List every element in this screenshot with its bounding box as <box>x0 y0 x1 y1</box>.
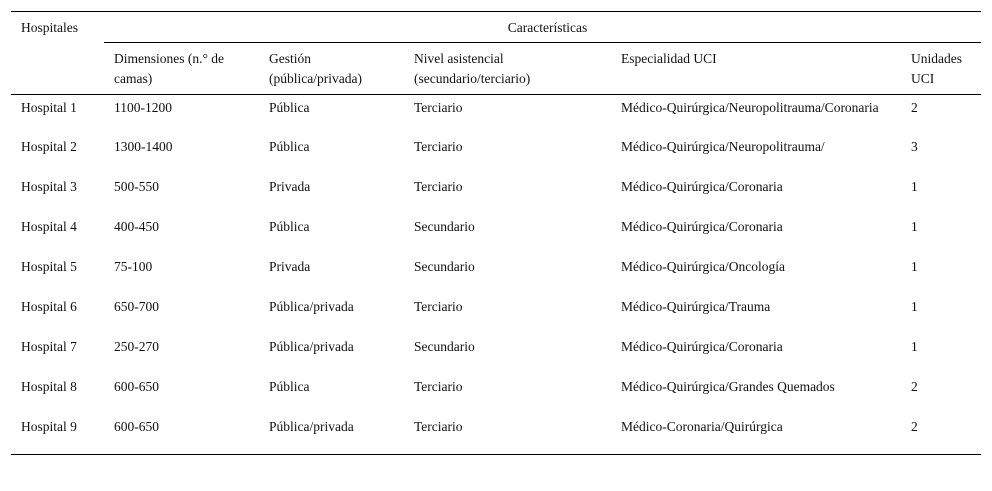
cell-hospital: Hospital 6 <box>21 298 77 314</box>
cell-nivel: Secundario <box>414 338 475 354</box>
cell-dimensiones: 600-650 <box>104 415 259 455</box>
cell-gestion: Pública <box>269 138 310 154</box>
cell-gestion: Pública/privada <box>259 415 404 455</box>
table-row <box>11 175 981 215</box>
cell-unidades: 2 <box>911 378 918 394</box>
cell-unidades: 3 <box>911 138 918 154</box>
cell-unidades: 1 <box>911 298 918 314</box>
cell-dimensiones: 250-270 <box>114 338 159 354</box>
header-unidades-uci: Unidades UCI <box>901 43 981 95</box>
cell-gestion: Pública <box>269 378 310 394</box>
cell-gestion: Pública/privada <box>269 298 354 314</box>
cell-dimensiones: 75-100 <box>114 258 153 274</box>
cell-dimensiones: 1300-1400 <box>114 138 173 154</box>
cell-especialidad: Médico-Quirúrgica/Trauma <box>621 298 771 314</box>
cell-unidades: 2 <box>911 100 918 115</box>
cell-hospital: Hospital 8 <box>21 378 77 394</box>
cell-especialidad: Médico-Quirúrgica/Coronaria <box>621 218 783 234</box>
table-row <box>11 135 981 175</box>
cell-hospital: Hospital 7 <box>21 338 77 354</box>
table-row <box>11 415 981 455</box>
table-row <box>11 335 981 375</box>
cell-hospital: Hospital 1 <box>21 100 77 115</box>
cell-unidades: 1 <box>911 258 918 274</box>
cell-nivel: Terciario <box>414 138 463 154</box>
cell-especialidad: Médico-Quirúrgica/Neuropolitrauma/ <box>621 138 825 154</box>
cell-nivel: Terciario <box>414 378 463 394</box>
cell-dimensiones: 1100-1200 <box>114 100 172 115</box>
table-row <box>11 375 981 415</box>
cell-dimensiones: 650-700 <box>114 298 159 314</box>
cell-nivel: Terciario <box>414 298 463 314</box>
cell-nivel: Terciario <box>414 178 463 194</box>
table-row <box>11 295 981 335</box>
cell-especialidad: Médico-Quirúrgica/Grandes Quemados <box>621 378 835 394</box>
cell-dimensiones: 400-450 <box>114 218 159 234</box>
cell-especialidad: Médico-Quirúrgica/Coronaria <box>621 178 783 194</box>
cell-hospital: Hospital 9 <box>11 415 104 455</box>
cell-unidades: 2 <box>901 415 981 455</box>
table-row <box>11 255 981 295</box>
cell-nivel: Terciario <box>414 100 463 115</box>
cell-hospital: Hospital 4 <box>21 218 77 234</box>
cell-nivel: Terciario <box>404 415 611 455</box>
cell-dimensiones: 500-550 <box>114 178 159 194</box>
header-nivel-asistencial: Nivel asistencial (secundario/terciario) <box>404 43 611 95</box>
cell-especialidad: Médico-Quirúrgica/Oncología <box>621 258 785 274</box>
header-row-group <box>11 12 981 43</box>
cell-especialidad: Médico-Quirúrgica/Coronaria <box>621 338 783 354</box>
table-row <box>11 215 981 255</box>
hospital-table-container <box>11 11 981 455</box>
header-dimensiones: Dimensiones (n.° de camas) <box>104 43 259 95</box>
cell-unidades: 1 <box>911 338 918 354</box>
hospital-characteristics-table <box>11 11 981 455</box>
table-body <box>11 95 981 455</box>
header-gestion: Gestión (pública/privada) <box>259 43 404 95</box>
cell-especialidad: Médico-Coronaria/Quirúrgica <box>611 415 901 455</box>
cell-especialidad: Médico-Quirúrgica/Neuropolitrauma/Coronaria <box>621 100 879 115</box>
header-caracteristicas: Características <box>104 12 981 43</box>
cell-hospital: Hospital 3 <box>21 178 77 194</box>
cell-unidades: 1 <box>911 218 918 234</box>
cell-nivel: Secundario <box>414 218 475 234</box>
cell-nivel: Secundario <box>414 258 475 274</box>
header-row-columns <box>11 43 981 95</box>
cell-hospital: Hospital 2 <box>21 138 77 154</box>
cell-gestion: Pública/privada <box>269 338 354 354</box>
header-especialidad-uci: Especialidad UCI <box>611 43 901 95</box>
table-row <box>11 95 981 135</box>
cell-gestion: Privada <box>269 178 311 194</box>
table-header <box>11 12 981 95</box>
cell-dimensiones: 600-650 <box>114 378 159 394</box>
cell-gestion: Pública <box>269 100 310 115</box>
cell-unidades: 1 <box>911 178 918 194</box>
cell-hospital: Hospital 5 <box>21 258 77 274</box>
cell-gestion: Pública <box>269 218 310 234</box>
cell-gestion: Privada <box>269 258 311 274</box>
header-hospitales: Hospitales <box>11 12 104 95</box>
